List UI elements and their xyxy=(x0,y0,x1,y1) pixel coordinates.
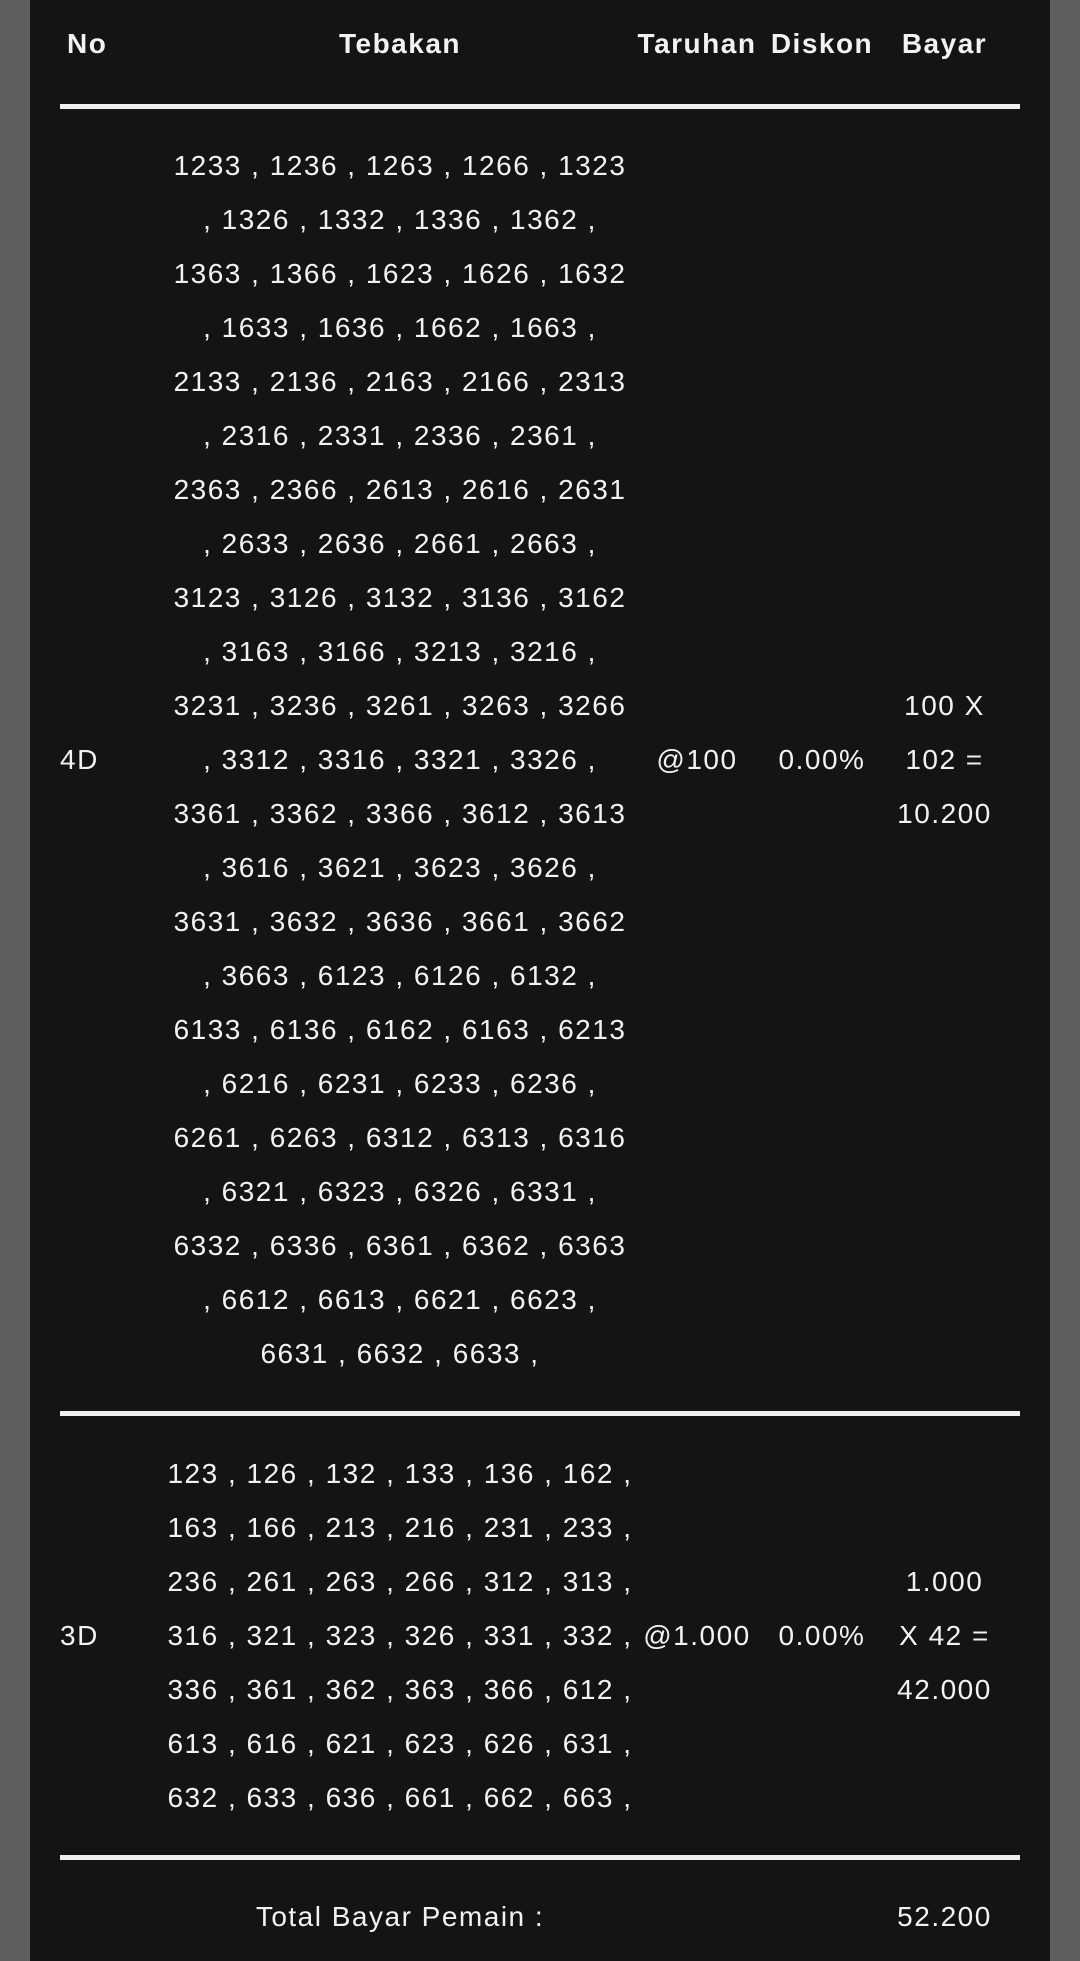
row-stake: @100 xyxy=(656,744,738,775)
total-value: 52.200 xyxy=(897,1901,992,1932)
guess-line: , 1633 , 1636 , 1662 , 1663 , xyxy=(203,312,597,343)
row-payment xyxy=(882,1555,1007,1717)
row-type: 3D xyxy=(60,1620,99,1651)
guess-line: 336 , 361 , 362 , 363 , 366 , 612 , xyxy=(167,1674,633,1705)
guess-line: 6133 , 6136 , 6162 , 6163 , 6213 xyxy=(173,1014,627,1045)
guess-line: 2133 , 2136 , 2163 , 2166 , 2313 xyxy=(173,366,627,397)
row-discount: 0.00% xyxy=(778,744,866,775)
row-stake: @1.000 xyxy=(643,1620,751,1651)
guess-line: , 3663 , 6123 , 6126 , 6132 , xyxy=(203,960,597,991)
guess-line: , 6612 , 6613 , 6621 , 6623 , xyxy=(203,1284,597,1315)
guess-line: 3631 , 3632 , 3636 , 3661 , 3662 xyxy=(173,906,627,937)
header-bayar: Bayar xyxy=(901,28,988,59)
guess-line: , 2316 , 2331 , 2336 , 2361 , xyxy=(203,420,597,451)
guess-line: 6631 , 6632 , 6633 , xyxy=(260,1338,540,1369)
header-tebakan: Tebakan xyxy=(338,28,462,59)
guess-line: , 1326 , 1332 , 1336 , 1362 , xyxy=(203,204,597,235)
guess-line: 316 , 321 , 323 , 326 , 331 , 332 , xyxy=(167,1620,633,1651)
guess-line: , 2633 , 2636 , 2661 , 2663 , xyxy=(203,528,597,559)
guess-line: 613 , 616 , 621 , 623 , 626 , 631 , xyxy=(167,1728,633,1759)
table-header xyxy=(30,0,1050,92)
header-taruhan: Taruhan xyxy=(637,28,757,59)
header-diskon: Diskon xyxy=(770,28,874,59)
guess-line: 632 , 633 , 636 , 661 , 662 , 663 , xyxy=(167,1782,633,1813)
guess-line: 6332 , 6336 , 6361 , 6362 , 6363 xyxy=(173,1230,627,1261)
guess-line: 6261 , 6263 , 6312 , 6313 , 6316 xyxy=(173,1122,627,1153)
bet-summary-panel xyxy=(30,0,1050,1961)
header-divider xyxy=(60,104,1020,109)
guess-line: 3231 , 3236 , 3261 , 3263 , 3266 xyxy=(173,690,627,721)
row-payment xyxy=(882,679,1007,841)
guess-line: 1363 , 1366 , 1623 , 1626 , 1632 xyxy=(173,258,627,289)
guess-line: , 6216 , 6231 , 6233 , 6236 , xyxy=(203,1068,597,1099)
guess-line: , 3312 , 3316 , 3321 , 3326 , xyxy=(203,744,597,775)
row-divider xyxy=(60,1411,1020,1416)
payment-line: X 42 = xyxy=(899,1620,990,1651)
payment-line: 102 = xyxy=(905,744,984,775)
guess-line: 3123 , 3126 , 3132 , 3136 , 3162 xyxy=(173,582,627,613)
row-guesses xyxy=(140,1447,660,1825)
payment-line: 10.200 xyxy=(897,798,992,829)
guess-line: 123 , 126 , 132 , 133 , 136 , 162 , xyxy=(167,1458,633,1489)
payment-line: 42.000 xyxy=(897,1674,992,1705)
payment-line: 1.000 xyxy=(905,1566,984,1597)
guess-line: 236 , 261 , 263 , 266 , 312 , 313 , xyxy=(167,1566,633,1597)
guess-line: 2363 , 2366 , 2613 , 2616 , 2631 xyxy=(173,474,627,505)
guess-line: , 6321 , 6323 , 6326 , 6331 , xyxy=(203,1176,597,1207)
guess-line: 163 , 166 , 213 , 216 , 231 , 233 , xyxy=(167,1512,633,1543)
payment-line: 100 X xyxy=(904,690,985,721)
guess-line: 3361 , 3362 , 3366 , 3612 , 3613 xyxy=(173,798,627,829)
guess-line: , 3163 , 3166 , 3213 , 3216 , xyxy=(203,636,597,667)
guess-line: 1233 , 1236 , 1263 , 1266 , 1323 xyxy=(173,150,627,181)
guess-line: , 3616 , 3621 , 3623 , 3626 , xyxy=(203,852,597,883)
row-guesses xyxy=(140,139,660,1381)
header-no: No xyxy=(67,28,108,59)
total-label: Total Bayar Pemain : xyxy=(255,1901,545,1932)
row-discount: 0.00% xyxy=(778,1620,866,1651)
footer-divider xyxy=(60,1855,1020,1860)
row-type: 4D xyxy=(60,744,99,775)
